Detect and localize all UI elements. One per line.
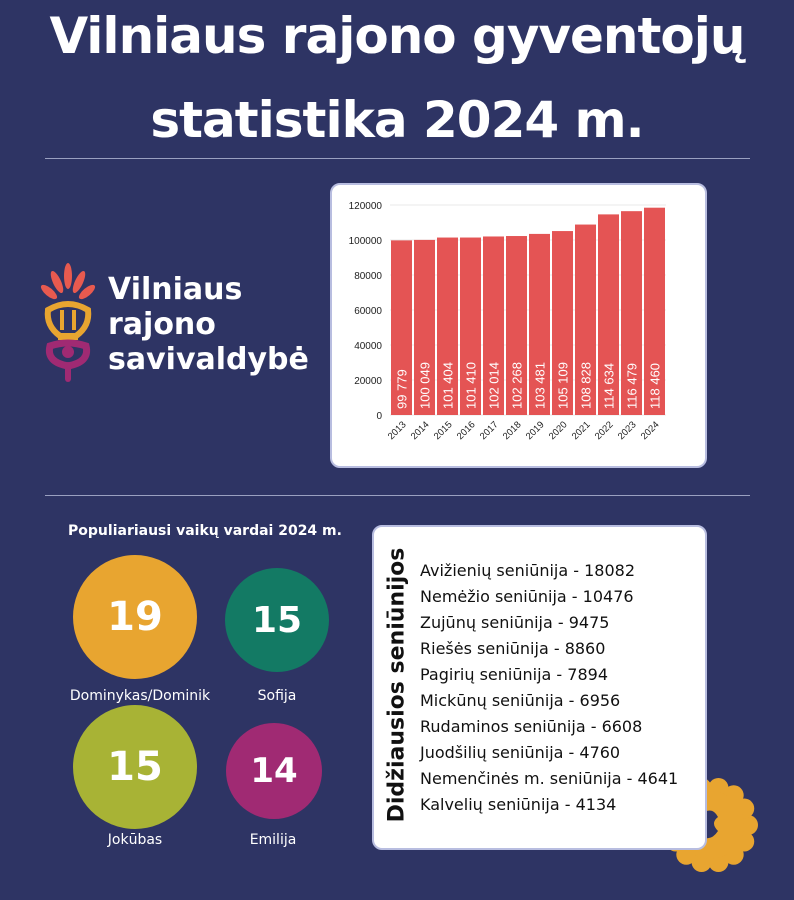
bar-data-label: 108 828 — [578, 362, 594, 409]
x-tick-label: 2022 — [592, 419, 616, 443]
name-label: Sofija — [257, 688, 297, 704]
elderships-list — [420, 558, 678, 818]
x-tick-label: 2024 — [638, 419, 662, 443]
logo-line2: rajono — [108, 307, 216, 342]
bar-data-label: 101 404 — [440, 362, 456, 409]
bar-data-label: 102 014 — [486, 362, 502, 409]
x-tick-label: 2020 — [546, 419, 570, 443]
bar-data-label: 118 460 — [647, 362, 663, 409]
municipality-name — [108, 272, 309, 377]
eldership-item: Nemėžio seniūnija - 10476 — [420, 587, 634, 606]
eldership-item: Kalvelių seniūnija - 4134 — [420, 795, 617, 814]
x-tick-label: 2023 — [615, 419, 639, 443]
x-tick-label: 2021 — [569, 419, 593, 443]
y-tick-label: 80000 — [354, 271, 382, 282]
bar-data-label: 101 410 — [463, 362, 479, 409]
logo-line1: Vilniaus — [108, 272, 243, 307]
elderships-title-wrap — [372, 525, 422, 846]
name-label: Emilija — [249, 832, 297, 848]
names-title: Populiariausi vaikų vardai 2024 m. — [68, 523, 342, 539]
eldership-item: Pagirių seniūnija - 7894 — [420, 665, 608, 684]
x-tick-label: 2013 — [385, 419, 409, 443]
x-tick-label: 2015 — [431, 419, 455, 443]
logo-line3: savivaldybė — [108, 342, 309, 377]
y-tick-label: 60000 — [354, 306, 382, 317]
eldership-item: Avižienių seniūnija - 18082 — [420, 561, 636, 580]
page-title-line2: statistika 2024 m. — [150, 91, 644, 149]
bar-data-label: 116 479 — [624, 362, 640, 409]
y-tick-label: 20000 — [354, 376, 382, 387]
x-tick-label: 2017 — [477, 419, 501, 443]
eldership-item: Mickūnų seniūnija - 6956 — [420, 691, 621, 710]
name-count-circle: 19 — [73, 555, 197, 679]
y-tick-label: 120000 — [348, 201, 382, 212]
bar-data-label: 105 109 — [555, 362, 571, 409]
x-tick-label: 2016 — [454, 419, 478, 443]
elderships-title: Didžiausios seniūnijos — [384, 547, 410, 823]
x-tick-label: 2019 — [523, 419, 547, 443]
bar-data-label: 103 481 — [532, 362, 548, 409]
bar-data-label: 99 779 — [394, 369, 410, 409]
y-tick-label: 40000 — [354, 341, 382, 352]
eldership-item: Riešės seniūnija - 8860 — [420, 639, 606, 658]
name-label: Dominykas/Dominik — [69, 688, 211, 704]
eldership-item: Nemenčinės m. seniūnija - 4641 — [420, 769, 679, 788]
x-tick-label: 2014 — [408, 419, 432, 443]
population-bar-chart — [332, 185, 705, 466]
y-tick-label: 0 — [376, 411, 382, 422]
bar-data-label: 100 049 — [417, 362, 433, 409]
bar-data-label: 102 268 — [509, 362, 525, 409]
divider — [45, 158, 750, 159]
eldership-item: Juodšilių seniūnija - 4760 — [420, 743, 621, 762]
eldership-item: Rudaminos seniūnija - 6608 — [420, 717, 643, 736]
name-count-circle: 15 — [225, 568, 329, 672]
page-title-line1: Vilniaus rajono gyventojų — [49, 7, 745, 65]
y-tick-label: 100000 — [348, 236, 382, 247]
name-label: Jokūbas — [107, 832, 163, 848]
divider — [45, 495, 750, 496]
population-chart-card — [330, 183, 707, 468]
x-tick-label: 2018 — [500, 419, 524, 443]
bar-data-label: 114 634 — [601, 362, 617, 409]
name-count-circle: 15 — [73, 705, 197, 829]
municipality-logo-icon — [40, 262, 96, 384]
eldership-item: Zujūnų seniūnija - 9475 — [420, 613, 610, 632]
name-count-circle: 14 — [226, 723, 322, 819]
